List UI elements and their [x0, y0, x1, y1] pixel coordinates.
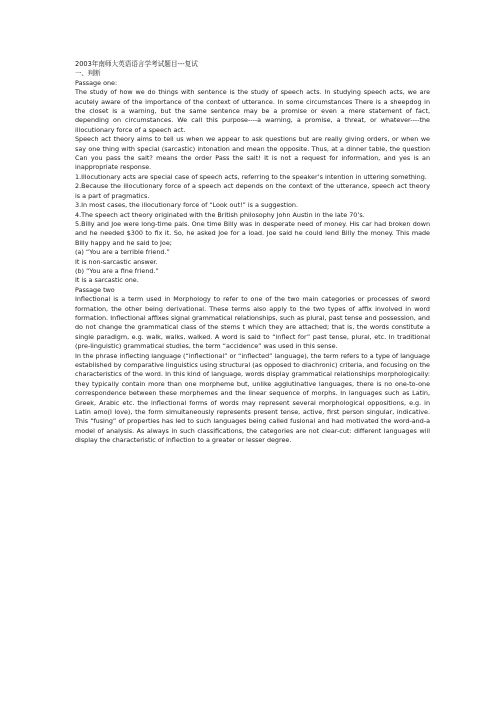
- passage-two-heading: Passage two: [75, 285, 115, 294]
- document-title: 2003年南师大英语语言学考试题目---复试: [75, 60, 198, 68]
- answer-a: It is non-sarcastic answer.: [75, 257, 158, 266]
- statement-item: 1.Illocutionary acts are special case of speech acts, referring to the speaker’s intention in uttering something.: [75, 172, 427, 181]
- document-page: [75, 60, 430, 446]
- answer-b: It is a sarcastic one.: [75, 276, 139, 285]
- passage-one-heading: Passage one:: [75, 78, 118, 87]
- option-a: (a) “You are a terrible friend.”: [75, 248, 170, 257]
- statement-item: 3.In most cases, the illocutionary force of “Look out!” is a suggestion.: [75, 201, 298, 210]
- statement-item: 4.The speech act theory originated with the British philosophy John Austin in the late 70’s.: [75, 210, 365, 219]
- statement-item: 5.Billy and Joe were long-time pals. One time Billy was in desperate need of money. His car had broken down and he needed $300 to fix it. So, he asked Joe for a load. Joe said he could lend Billy the money. This made Billy happy and he said to Joe;: [75, 219, 430, 247]
- passage-one-paragraph: The study of how we do things with sentence is the study of speech acts. In studying speech acts, we are acutely aware of the importance of the context of utterance. In some circumstances There is a sheepdog in the closet is a warning, but the same sentence may be a promise or even a mere statement of fact, depending on circumstances. We call this purpose----a warning, a promise, a threat, or whatever----the illocutionary force of a speech act.: [75, 88, 430, 134]
- passage-two-paragraph: Inflectional is a term used in Morphology to refer to one of the two main categories or processes of sword formation, the other being derivational. These terms also apply to the two types of affix involved in word formation. Inflectional affixes signal grammatical relationships, such as plural, past tense and possession, and do not change the grammatical class of the stems t which they are attached; that is, the words constitute a single paradigm, e.g. walk, walks, walked. A word is said to “inflect for” past tense, plural, etc. In traditional (pre-linguistic) grammatical studies, the term “accidence” was used in this sense.: [75, 295, 430, 351]
- option-b: (b) “You are a fine friend.”: [75, 266, 159, 275]
- passage-two-paragraph: In the phrase inflecting language (“inflectional” or “inflected” language), the term refers to a type of language established by comparative linguistics using structural (as opposed to diachronic) criteria, and focusing on the characteristics of the word. In this kind of language, words display grammatical relationships morphologically: they typically contain more than one morpheme but, unlike agglutinative languages, there is no one-to-one correspondence between these morphemes and the linear sequence of morphs. In languages such as Latin, Greek, Arabic etc. the inflectional forms of words may represent several morphological oppositions, e.g. in Latin amo(I love), the form simultaneously represents present tense, active, first person singular, indicative. This “fusing” of properties has led to such languages being called fusional and had motivated the word-and-a model of analysis. As always in such classifications, the categories are not clear-cut: different languages will display the characteristic of inflection to a greater or lesser degree.: [75, 351, 430, 445]
- statement-item: 2.Because the illocutionary force of a speech act depends on the context of the utterance, speech act theory is a part of pragmatics.: [75, 182, 430, 200]
- passage-one-paragraph: Speech act theory aims to tell us when we appear to ask questions but are really giving orders, or when we say one thing with special (sarcastic) intonation and mean the opposite. Thus, at a dinner table, the question Can you pass the salt? means the order Pass the salt! It is not a request for information, and yes is an inappropriate response.: [75, 135, 430, 172]
- section-heading: 一、判断: [75, 69, 101, 78]
